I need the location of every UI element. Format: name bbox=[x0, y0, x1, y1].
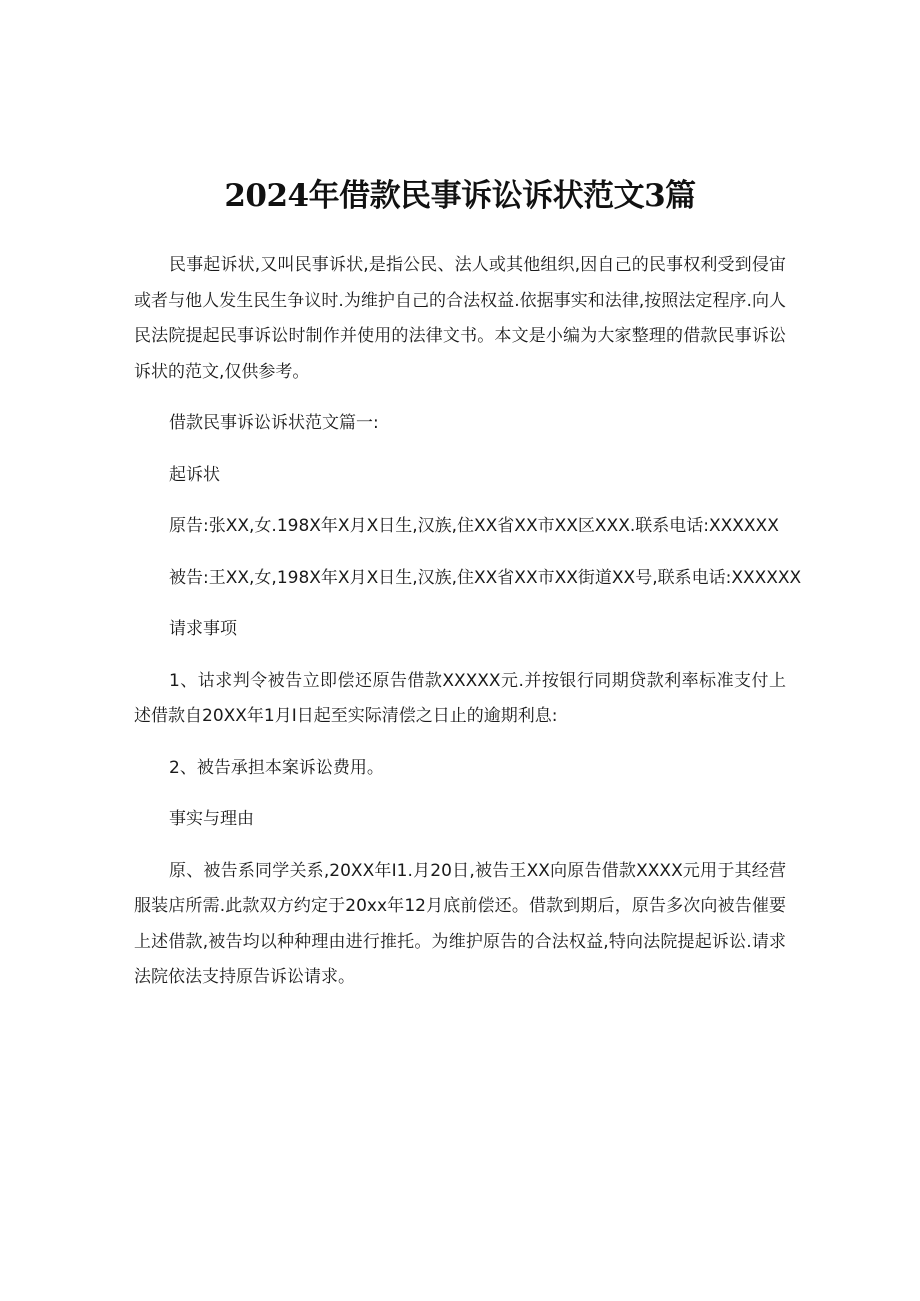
facts-paragraph: 原、被告系同学关系,20XX年I1.月20日,被告王XX向原告借款XXXX元用于其经营服装店所需.此款双方约定于20xx年12月底前偿还。借款到期后，原告多次向被告催要上述借款,被告均以种种理由进行推托。为维护原告的合法权益,特向法院提起诉讼.请求法院依法支持原告诉讼请求。 bbox=[134, 860, 786, 987]
doc-type-heading: 起诉状 bbox=[169, 464, 220, 485]
intro-paragraph: 民事起诉状,又叫民事诉状,是指公民、法人或其他组织,因自己的民事权利受到侵宙或者与他人发生民生争议时.为维护自己的合法权益.依据事实和法律,按照法定程序.向人民法院提起民事诉讼时制作并使用的法律文书。本文是小编为大家整理的借款民事诉讼诉状的范文,仅供参考。 bbox=[134, 255, 786, 382]
document-body bbox=[134, 248, 802, 1012]
facts-heading: 事实与理由 bbox=[169, 809, 254, 829]
claim-item-2: 2、被告承担本案诉讼费用。 bbox=[169, 757, 384, 778]
claims-heading: 请求事项 bbox=[169, 619, 237, 639]
section-heading: 借款民事诉讼诉状范文篇一: bbox=[169, 413, 379, 433]
claim-item-1: 1、诂求判令被告立即偿还原告借款XXXXX元.并按银行同期贷款利率标准支付上述借款自20XX年1月I日起至实际清偿之日止的逾期利息: bbox=[134, 670, 786, 726]
defendant-line: 被告:王XX,女,198X年X月X日生,汉族,住XX省XX市XX街道XX号,联系电话:XXXXXX bbox=[169, 567, 802, 588]
document-title: 2024年借款民事诉讼诉状范文3篇 bbox=[224, 178, 696, 214]
plaintiff-line: 原告:张XX,女.198X年X月X日生,汉族,住XX省XX市XX区XXX.联系电话:XXXXXX bbox=[169, 516, 779, 536]
